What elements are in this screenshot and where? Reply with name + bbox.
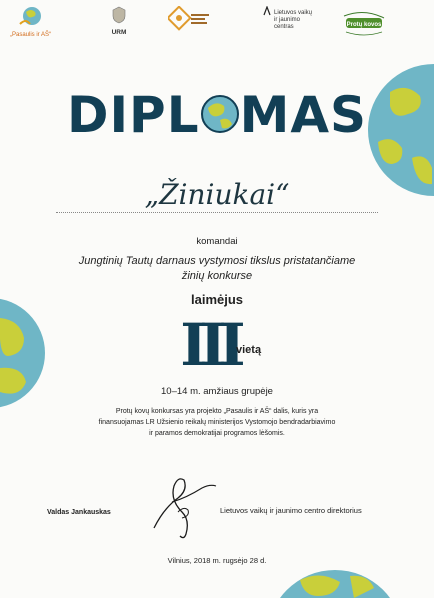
title-right: MAS — [239, 86, 368, 144]
komandai-label: komandai — [196, 236, 238, 247]
pasaulis-ir-as-logo — [8, 6, 52, 38]
funding-line1: Protų kovų konkursas yra projekto „Pasaulis ir AŠ“ dalis, kuris yra — [115, 408, 319, 415]
globe-bottom-icon — [270, 568, 400, 598]
place-suffix: vietą — [236, 344, 262, 356]
urm-label: URM — [111, 29, 127, 36]
title-left: DIPL — [66, 86, 200, 144]
urm-logo — [100, 6, 138, 38]
place-number: III — [180, 311, 238, 379]
lvjc-logo — [262, 6, 313, 38]
protu-kovos-logo — [340, 6, 388, 38]
funding-line3: ir paramos demokratijai programos lėšomis. — [149, 430, 285, 437]
title-globe-o-icon — [200, 94, 240, 134]
lvjc-label: Lietuvos vaikų ir jaunimo centras — [274, 10, 313, 30]
signer-name: Valdas Jankauskas — [47, 509, 111, 516]
place-date: Vilnius, 2018 m. rugsėjo 28 d. — [167, 556, 267, 565]
competition-line2: žinių konkurse — [181, 270, 253, 282]
diploma-title — [0, 86, 434, 144]
funding-line2: finansuojamas LR Užsienio reikalų ministerijos Vystomojo bendradarbiavimo — [98, 419, 336, 426]
director-title: Lietuvos vaikų ir jaunimo centro direktorius — [220, 506, 362, 515]
handwritten-signature-icon — [148, 468, 224, 540]
laimejus-label: laimėjus — [190, 292, 244, 307]
team-name: „Žiniukai“ — [144, 178, 290, 211]
age-group: 10–14 m. amžiaus grupėje — [161, 386, 273, 397]
team-underline — [56, 212, 378, 213]
pasaulis-logo-text: „Pasaulis ir AŠ“ — [10, 32, 52, 38]
protu-kovos-label: Protų kovos — [346, 22, 382, 28]
competition-line1: Jungtinių Tautų darnaus vystymosi tikslus pristatančiame — [78, 255, 356, 267]
sponsor-logos — [0, 0, 434, 48]
democracy-program-logo — [168, 6, 212, 38]
